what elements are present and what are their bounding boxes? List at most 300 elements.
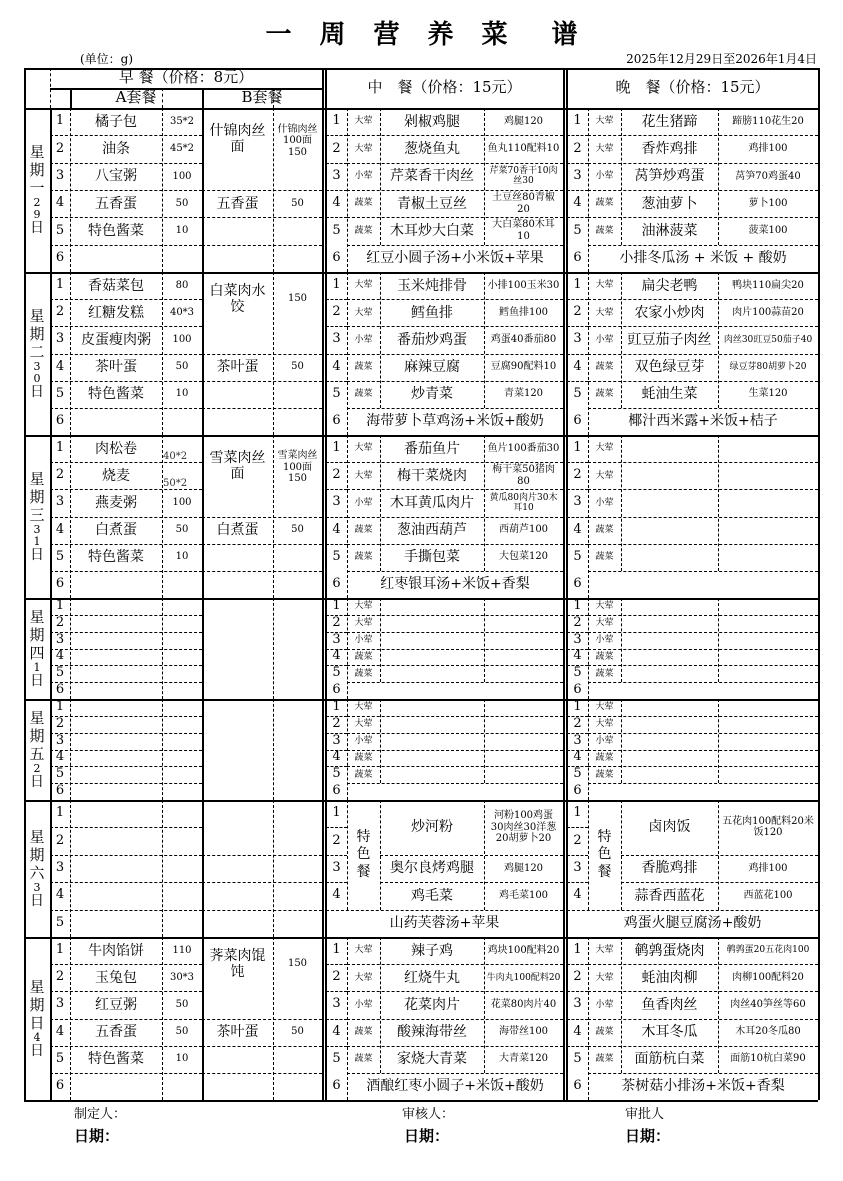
- row-number: 4: [332, 521, 341, 537]
- day-bottom-border: [24, 598, 818, 600]
- dinner-ingredients: 肉柳100配料20: [732, 971, 804, 983]
- row-number: 5: [573, 385, 582, 401]
- row-number: 5: [573, 548, 582, 564]
- row-number: 4: [332, 195, 341, 211]
- day-date-char: 1: [33, 660, 41, 674]
- breakfast-a-dish: 香菇菜包: [88, 277, 144, 294]
- lunch-dish: 木耳炒大白菜: [390, 222, 474, 239]
- dinner-category: 大荤: [595, 618, 614, 629]
- row-divider: [326, 827, 347, 828]
- row-number: 4: [573, 887, 582, 903]
- row-divider: [567, 135, 588, 136]
- row-divider: [50, 571, 202, 572]
- maker-label: 制定人：: [74, 1107, 127, 1122]
- lunch-category: 小荤: [354, 999, 373, 1010]
- breakfast-a-qty: 10: [175, 551, 189, 563]
- breakfast-b-qty: 什锦肉丝100面150: [277, 123, 318, 158]
- page-title: [0, 14, 843, 51]
- column-divider: [202, 800, 204, 937]
- lunch-ingredients: 梅干菜50猪肉80: [492, 464, 555, 487]
- row-number: 6: [573, 682, 582, 698]
- day-label-char: 五: [29, 744, 45, 763]
- day-date-char: 2: [33, 761, 41, 775]
- row-divider: [326, 1019, 347, 1020]
- breakfast-b-egg: 五香蛋: [216, 195, 259, 212]
- row-divider: [326, 489, 347, 490]
- dinner-dish: 双色绿豆芽: [634, 359, 705, 376]
- lunch-dish: 剁椒鸡腿: [404, 113, 460, 130]
- row-number: 4: [332, 1023, 341, 1039]
- dinner-category: 大荤: [595, 719, 614, 730]
- column-divider: [718, 598, 719, 682]
- breakfast-a-qty: 30*3: [169, 971, 195, 983]
- row-divider: [326, 632, 347, 633]
- row-number: 5: [55, 1050, 65, 1066]
- breakfast-a-qty: 35*2: [169, 115, 195, 127]
- special-label-char: 色: [597, 846, 612, 863]
- row-number: 3: [55, 631, 65, 647]
- lunch-category: 大荤: [354, 702, 373, 713]
- row-divider: [588, 665, 818, 666]
- day-bottom-border: [24, 1100, 818, 1102]
- breakfast-b-qty: 雪菜肉丝100面150: [277, 450, 318, 485]
- dinner-category: 小荤: [595, 735, 614, 746]
- special-label-char: 色: [356, 846, 371, 863]
- dinner-category: 大荤: [595, 443, 614, 454]
- lunch-category: 蔬菜: [354, 552, 373, 563]
- dinner-dish: 莴笋炒鸡蛋: [634, 168, 705, 185]
- breakfast-a-dish: 八宝粥: [95, 168, 137, 185]
- row-number: 6: [573, 249, 582, 265]
- row-divider: [326, 855, 347, 856]
- row-divider: [588, 544, 818, 545]
- row-divider: [588, 571, 818, 572]
- dinner-dish: 鱼香肉丝: [641, 996, 698, 1013]
- row-number: 2: [332, 467, 341, 483]
- row-divider: [588, 489, 818, 490]
- dinner-header: 晚 餐（价格：15元）: [615, 78, 770, 97]
- lunch-special-dish: 鸡毛菜: [411, 887, 453, 904]
- row-divider: [567, 882, 588, 883]
- column-divider: [50, 68, 51, 108]
- day-date-char: 9: [33, 208, 41, 222]
- special-label-char: 餐: [356, 863, 371, 880]
- breakfast-b-dish: 什锦肉丝面: [209, 123, 266, 156]
- dinner-category: 蔬菜: [595, 389, 614, 400]
- dinner-dish: 油淋菠菜: [641, 222, 698, 239]
- lunch-category: 大荤: [354, 307, 373, 318]
- row-number: 3: [573, 996, 582, 1012]
- dinner-category: 小荤: [595, 171, 614, 182]
- breakfast-a-dish: 油条: [102, 140, 130, 157]
- day-label: [24, 108, 50, 272]
- lunch-category: 大荤: [354, 443, 373, 454]
- row-divider: [326, 882, 347, 883]
- column-divider: [718, 435, 719, 571]
- row-number: 3: [332, 494, 341, 510]
- breakfast-a-dish: 橘子包: [95, 113, 137, 130]
- row-divider: [567, 649, 588, 650]
- row-divider: [50, 827, 202, 828]
- column-divider: [273, 699, 274, 800]
- dinner-category: 大荤: [595, 702, 614, 713]
- dinner-category: 小荤: [595, 999, 614, 1010]
- row-divider: [50, 733, 202, 734]
- row-divider: [588, 783, 818, 784]
- row-number: 3: [573, 331, 582, 347]
- lunch-category: 蔬菜: [354, 1026, 373, 1037]
- breakfast-b-egg: 茶叶蛋: [216, 1024, 259, 1041]
- row-number: 2: [55, 140, 65, 156]
- maker-date-label: 日期：: [74, 1127, 120, 1145]
- lunch-dish: 辣子鸡: [411, 942, 453, 959]
- dinner-category: 蔬菜: [595, 769, 614, 780]
- dinner-ingredients: 肉丝40笋丝等60: [730, 999, 806, 1011]
- row-number: 5: [55, 548, 65, 564]
- day-date-char: 日: [30, 672, 44, 689]
- breakfast-b-qty: 150: [287, 293, 308, 305]
- day-label-char: 星: [29, 708, 45, 727]
- dinner-category: 蔬菜: [595, 668, 614, 679]
- row-number: 3: [573, 732, 582, 748]
- dinner-dish: 面筋杭白菜: [634, 1051, 705, 1068]
- day-date-char: 日: [30, 546, 44, 563]
- dinner-category: 大荤: [595, 143, 614, 154]
- dinner-dish: 香炸鸡排: [641, 140, 698, 157]
- dinner-dish: 扁尖老鸭: [641, 277, 698, 294]
- approver-date-label: 日期：: [625, 1127, 671, 1145]
- dinner-dish: 豇豆茄子肉丝: [627, 331, 712, 348]
- row-divider: [202, 910, 322, 911]
- day-label-char: 星: [29, 827, 45, 846]
- day-label-char: 日: [29, 1013, 45, 1032]
- special-label-char: 特: [356, 828, 371, 845]
- column-divider: [484, 598, 485, 682]
- dinner-category: 蔬菜: [595, 651, 614, 662]
- lunch-dish: 麻辣豆腐: [404, 359, 460, 376]
- breakfast-a-qty: 10: [175, 225, 189, 237]
- column-divider: [202, 699, 204, 800]
- day-label: [24, 800, 50, 937]
- lunch-ingredients: 大青菜120: [498, 1053, 549, 1065]
- row-number: 5: [573, 222, 582, 238]
- row-divider: [50, 783, 202, 784]
- row-divider: [347, 783, 563, 784]
- day-date-char: 日: [30, 892, 44, 909]
- lunch-dish: 炒青菜: [411, 386, 453, 403]
- row-number: 3: [55, 732, 65, 748]
- day-label-char: 期: [29, 726, 45, 745]
- lunch-category: 蔬菜: [354, 361, 373, 372]
- row-number: 5: [573, 1050, 582, 1066]
- row-number: 3: [55, 331, 65, 347]
- lunch-category: 大荤: [354, 972, 373, 983]
- lunch-ingredients: 青菜120: [503, 388, 544, 400]
- row-number: 4: [332, 648, 341, 664]
- dinner-category: 蔬菜: [595, 552, 614, 563]
- lunch-ingredients: 芹菜70香干10肉丝30: [489, 165, 558, 187]
- dinner-dish: 蚝油生菜: [641, 386, 698, 403]
- breakfast-a-dish: 特色酱菜: [88, 386, 144, 403]
- row-number: 3: [332, 331, 341, 347]
- breakfast-b-egg-qty: 50: [291, 524, 304, 536]
- breakfast-b-egg: 白煮蛋: [216, 522, 259, 539]
- breakfast-a-qty: 10: [175, 1053, 189, 1065]
- row-divider: [50, 855, 202, 856]
- dinner-soup-combo: 椰汁西米露+米饭+桔子: [628, 413, 778, 430]
- row-number: 3: [332, 631, 341, 647]
- row-divider: [588, 462, 818, 463]
- row-number: 6: [573, 1077, 582, 1093]
- dinner-special-ingredients: 五花肉100配料20米饭120: [722, 815, 814, 839]
- row-number: 6: [573, 783, 582, 799]
- row-number: 4: [55, 195, 65, 211]
- row-number: 6: [55, 1077, 65, 1093]
- row-number: 4: [332, 887, 341, 903]
- dinner-category: 蔬菜: [595, 1054, 614, 1065]
- column-divider: [621, 598, 622, 682]
- column-divider: [380, 598, 381, 682]
- row-divider: [326, 665, 347, 666]
- row-number: 1: [573, 942, 582, 958]
- dinner-category: 大荤: [595, 470, 614, 481]
- row-divider: [588, 733, 818, 734]
- column-divider: [202, 598, 204, 699]
- row-divider: [202, 381, 322, 382]
- special-label-char: 特: [597, 828, 612, 845]
- dinner-ingredients: 莴笋70鸡蛋40: [735, 170, 801, 182]
- row-number: 1: [573, 597, 582, 613]
- row-divider: [202, 571, 322, 572]
- day-label-char: 六: [29, 863, 45, 882]
- row-divider: [347, 682, 563, 683]
- row-divider: [567, 462, 588, 463]
- dinner-special-dish: 卤肉饭: [648, 819, 691, 836]
- breakfast-a-qty: 50: [175, 1026, 189, 1038]
- dinner-special-dish: 蒜香西蓝花: [634, 887, 705, 904]
- reviewer-date-label: 日期：: [404, 1127, 450, 1145]
- row-divider: [202, 1073, 322, 1074]
- breakfast-a-qty: 50: [175, 999, 189, 1011]
- day-label-char: 三: [29, 505, 45, 524]
- row-divider: [567, 354, 588, 355]
- row-number: 6: [332, 682, 341, 698]
- row-number: 5: [55, 766, 65, 782]
- lunch-header: 中 餐（价格：15元）: [367, 78, 522, 97]
- lunch-special-dish: 奥尔良烤鸡腿: [390, 860, 474, 877]
- breakfast-a-dish: 牛肉馅饼: [88, 942, 144, 959]
- lunch-category: 大荤: [354, 116, 373, 127]
- special-meal-label: [588, 800, 621, 910]
- row-number: 2: [332, 614, 341, 630]
- day-label-char: 期: [29, 625, 45, 644]
- column-divider: [162, 88, 163, 108]
- breakfast-a-qty: 50: [175, 361, 189, 373]
- lunch-category: 蔬菜: [354, 198, 373, 209]
- row-number: 3: [573, 494, 582, 510]
- row-number: 1: [332, 277, 341, 293]
- row-divider: [567, 766, 588, 767]
- row-divider: [567, 632, 588, 633]
- approver-label: 审批人: [625, 1107, 665, 1122]
- lunch-dish: 家烧大青菜: [397, 1051, 467, 1068]
- row-number: 2: [573, 715, 582, 731]
- day-label-char: 星: [29, 469, 45, 488]
- lunch-ingredients: 小排100玉米30: [487, 279, 560, 291]
- row-number: 6: [55, 412, 65, 428]
- row-divider: [567, 615, 588, 616]
- day-label-char: 期: [29, 324, 45, 343]
- row-number: 4: [55, 749, 65, 765]
- row-number: 6: [55, 783, 65, 799]
- row-divider: [326, 462, 347, 463]
- lunch-dish: 葱烧鱼丸: [404, 140, 460, 157]
- lunch-dish: 玉米炖排骨: [397, 277, 467, 294]
- dinner-category: 大荤: [595, 280, 614, 291]
- dinner-ingredients: 木耳20冬瓜80: [735, 1026, 801, 1038]
- title-char: 谱: [551, 20, 578, 50]
- row-divider: [50, 766, 202, 767]
- day-date-char: 日: [30, 383, 44, 400]
- row-number: 1: [573, 277, 582, 293]
- row-divider: [50, 1073, 202, 1074]
- row-number: 4: [332, 358, 341, 374]
- row-number: 3: [573, 167, 582, 183]
- column-divider: [621, 699, 622, 783]
- row-number: 3: [55, 167, 65, 183]
- lunch-category: 蔬菜: [354, 651, 373, 662]
- row-number: 5: [55, 914, 65, 930]
- row-number: 6: [332, 575, 341, 591]
- lunch-ingredients: 鱼片100番茄30: [487, 442, 560, 454]
- row-divider: [326, 163, 347, 164]
- row-divider: [202, 544, 322, 545]
- row-divider: [588, 750, 818, 751]
- lunch-category: 大荤: [354, 945, 373, 956]
- row-divider: [567, 326, 588, 327]
- lunch-special-ingredients: 鸡毛菜100: [498, 890, 549, 902]
- breakfast-a-qty: 40*2: [163, 450, 188, 462]
- row-divider: [50, 716, 202, 717]
- dinner-category: 蔬菜: [595, 524, 614, 535]
- row-divider: [567, 665, 588, 666]
- dinner-soup-combo: 茶树菇小排汤+米饭+香梨: [621, 1078, 785, 1095]
- row-divider: [50, 882, 202, 883]
- breakfast-a-dish: 燕麦粥: [95, 494, 137, 511]
- dinner-special-dish: 香脆鸡排: [641, 860, 698, 877]
- dinner-category: 小荤: [595, 334, 614, 345]
- breakfast-a-qty: 100: [172, 497, 192, 509]
- row-number: 1: [573, 698, 582, 714]
- row-number: 6: [55, 682, 65, 698]
- dinner-soup-combo: 小排冬瓜汤 + 米饭 + 酸奶: [619, 250, 787, 267]
- row-number: 3: [332, 860, 341, 876]
- table-right-border: [818, 68, 820, 1100]
- row-number: 6: [55, 575, 65, 591]
- row-divider: [567, 991, 588, 992]
- column-divider: [718, 699, 719, 783]
- row-number: 6: [55, 249, 65, 265]
- set-b-header: B套餐: [241, 88, 283, 107]
- row-divider: [202, 245, 322, 246]
- breakfast-b-egg-qty: 50: [291, 361, 304, 373]
- row-number: 2: [332, 715, 341, 731]
- lunch-ingredients: 牛肉丸100配料20: [486, 972, 561, 983]
- special-meal-label: [347, 800, 380, 910]
- dinner-category: 大荤: [595, 307, 614, 318]
- column-divider: [621, 435, 622, 571]
- row-number: 5: [332, 548, 341, 564]
- row-number: 5: [55, 222, 65, 238]
- lunch-special-dish: 炒河粉: [411, 819, 453, 836]
- dinner-category: 大荤: [595, 972, 614, 983]
- row-number: 6: [573, 575, 582, 591]
- row-divider: [326, 1046, 347, 1047]
- lunch-dish: 葱油西葫芦: [397, 522, 467, 539]
- breakfast-a-qty: 100: [172, 334, 192, 346]
- row-number: 1: [55, 698, 65, 714]
- row-number: 5: [573, 766, 582, 782]
- lunch-category: 小荤: [354, 497, 373, 508]
- dinner-ingredients: 肉片100蒜苗20: [732, 306, 804, 318]
- row-number: 2: [55, 832, 65, 848]
- row-divider: [326, 615, 347, 616]
- lunch-ingredients: 鳕鱼排100: [498, 306, 549, 318]
- title-char: 一: [265, 20, 292, 50]
- row-divider: [326, 517, 347, 518]
- lunch-category: 大荤: [354, 470, 373, 481]
- title-char: 养: [427, 20, 454, 50]
- section-divider: [322, 68, 324, 1100]
- lunch-dish: 梅干菜烧肉: [397, 467, 467, 484]
- dinner-category: 蔬菜: [595, 198, 614, 209]
- lunch-special-ingredients: 河粉100鸡蛋30肉丝30洋葱20胡萝卜20: [490, 810, 557, 845]
- row-divider: [588, 517, 818, 518]
- row-divider: [567, 489, 588, 490]
- lunch-dish: 鳕鱼排: [411, 304, 453, 321]
- column-divider: [70, 800, 71, 937]
- lunch-special-ingredients: 鸡腿120: [503, 862, 544, 874]
- lunch-dish: 番茄炒鸡蛋: [397, 331, 467, 348]
- dinner-ingredients: 生菜120: [748, 388, 788, 400]
- row-number: 4: [55, 887, 65, 903]
- row-number: 3: [573, 860, 582, 876]
- row-number: 1: [573, 113, 582, 129]
- lunch-category: 小荤: [354, 634, 373, 645]
- breakfast-a-dish: 五香蛋: [95, 195, 137, 212]
- breakfast-a-qty: 45*2: [169, 143, 195, 155]
- row-divider: [588, 766, 818, 767]
- row-number: 6: [332, 783, 341, 799]
- lunch-dish: 番茄鱼片: [404, 440, 460, 457]
- lunch-dish: 木耳黄瓜肉片: [390, 494, 474, 511]
- row-divider: [326, 733, 347, 734]
- day-date-char: 0: [33, 371, 41, 385]
- dinner-special-ingredients: 西蓝花100: [743, 890, 793, 902]
- dinner-category: 蔬菜: [595, 361, 614, 372]
- row-divider: [567, 827, 588, 828]
- dinner-soup-combo: 鸡蛋火腿豆腐汤+酸奶: [623, 915, 762, 932]
- lunch-soup-combo: 红枣银耳汤+米饭+香梨: [380, 576, 530, 593]
- row-number: 6: [332, 412, 341, 428]
- breakfast-a-qty: 40*3: [169, 306, 195, 318]
- day-label-char: 四: [29, 643, 45, 662]
- row-number: 2: [55, 969, 65, 985]
- row-number: 1: [332, 805, 341, 821]
- row-divider: [567, 217, 588, 218]
- breakfast-a-dish: 肉松卷: [95, 440, 137, 457]
- row-divider: [50, 408, 202, 409]
